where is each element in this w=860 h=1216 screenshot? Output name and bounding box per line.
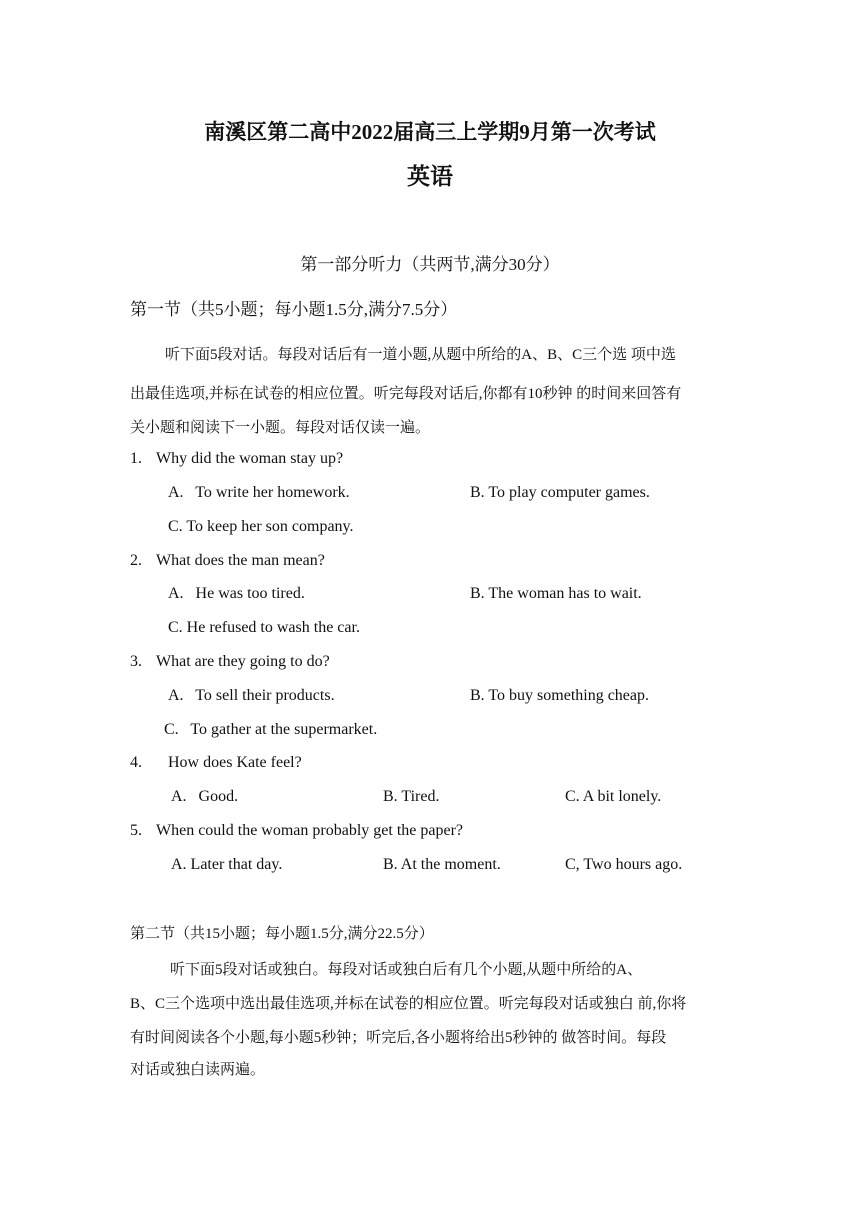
section1-heading: 第一节（共5小题；每小题1.5分,满分7.5分） bbox=[130, 300, 458, 319]
option-5c: C, Two hours ago. bbox=[565, 856, 683, 873]
option-3a: A. To sell their products. bbox=[168, 687, 335, 704]
section1-instruction-line-2: 出最佳选项,并标在试卷的相应位置。听完每段对话后,你都有10秒钟 的时间来回答有 bbox=[130, 386, 682, 402]
option-3b: B. To buy something cheap. bbox=[470, 687, 650, 704]
option-3c: C. To gather at the supermarket. bbox=[164, 721, 378, 738]
section2-instruction-line-1: 听下面5段对话或独白。每段对话或独白后有几个小题,从题中所给的A、 bbox=[170, 962, 643, 978]
section1-instruction-line-3: 关小题和阅读下一小题。每段对话仅读一遍。 bbox=[130, 420, 431, 436]
question-number: 3. bbox=[130, 653, 142, 670]
option-5b: B. At the moment. bbox=[383, 856, 501, 873]
part1-heading: 第一部分听力（共两节,满分30分） bbox=[300, 255, 560, 274]
section2-instruction-line-4: 对话或独白读两遍。 bbox=[130, 1062, 266, 1078]
option-2b: B. The woman has to wait. bbox=[470, 585, 642, 602]
question-number: 2. bbox=[130, 552, 142, 569]
question-number: 4. bbox=[130, 754, 142, 771]
section2-instruction-line-3: 有时间阅读各个小题,每小题5秒钟；听完后,各小题将给出5秒钟的 做答时间。每段 bbox=[130, 1030, 667, 1046]
exam-title: 南溪区第二高中2022届高三上学期9月第一次考试 bbox=[204, 120, 656, 144]
question-4 bbox=[130, 754, 302, 772]
option-2c: C. He refused to wash the car. bbox=[168, 619, 360, 636]
question-text: What does the man mean? bbox=[156, 552, 325, 569]
question-text: Why did the woman stay up? bbox=[156, 450, 344, 467]
exam-subject: 英语 bbox=[407, 164, 453, 189]
option-2a: A. He was too tired. bbox=[168, 585, 305, 602]
question-number: 1. bbox=[130, 450, 142, 467]
section2-instruction-line-2: B、C三个选项中选出最佳选项,并标在试卷的相应位置。听完每段对话或独白 前,你将 bbox=[130, 996, 687, 1012]
question-text: When could the woman probably get the paper? bbox=[156, 822, 463, 839]
question-1 bbox=[130, 450, 343, 468]
option-1b: B. To play computer games. bbox=[470, 484, 650, 501]
question-3 bbox=[130, 653, 330, 671]
question-number: 5. bbox=[130, 822, 142, 839]
question-2 bbox=[130, 552, 325, 570]
question-text: What are they going to do? bbox=[156, 653, 330, 670]
question-5 bbox=[130, 822, 463, 840]
option-1a: A. To write her homework. bbox=[168, 484, 350, 501]
option-4b: B. Tired. bbox=[383, 788, 440, 805]
section1-instruction-line-1: 听下面5段对话。每段对话后有一道小题,从题中所给的A、B、C三个选 项中选 bbox=[165, 347, 676, 363]
option-5a: A. Later that day. bbox=[171, 856, 283, 873]
option-1c: C. To keep her son company. bbox=[168, 518, 354, 535]
option-4c: C. A bit lonely. bbox=[565, 788, 662, 805]
question-text: How does Kate feel? bbox=[168, 754, 302, 771]
section2-heading: 第二节（共15小题；每小题1.5分,满分22.5分） bbox=[130, 926, 434, 942]
option-4a: A. Good. bbox=[171, 788, 239, 805]
